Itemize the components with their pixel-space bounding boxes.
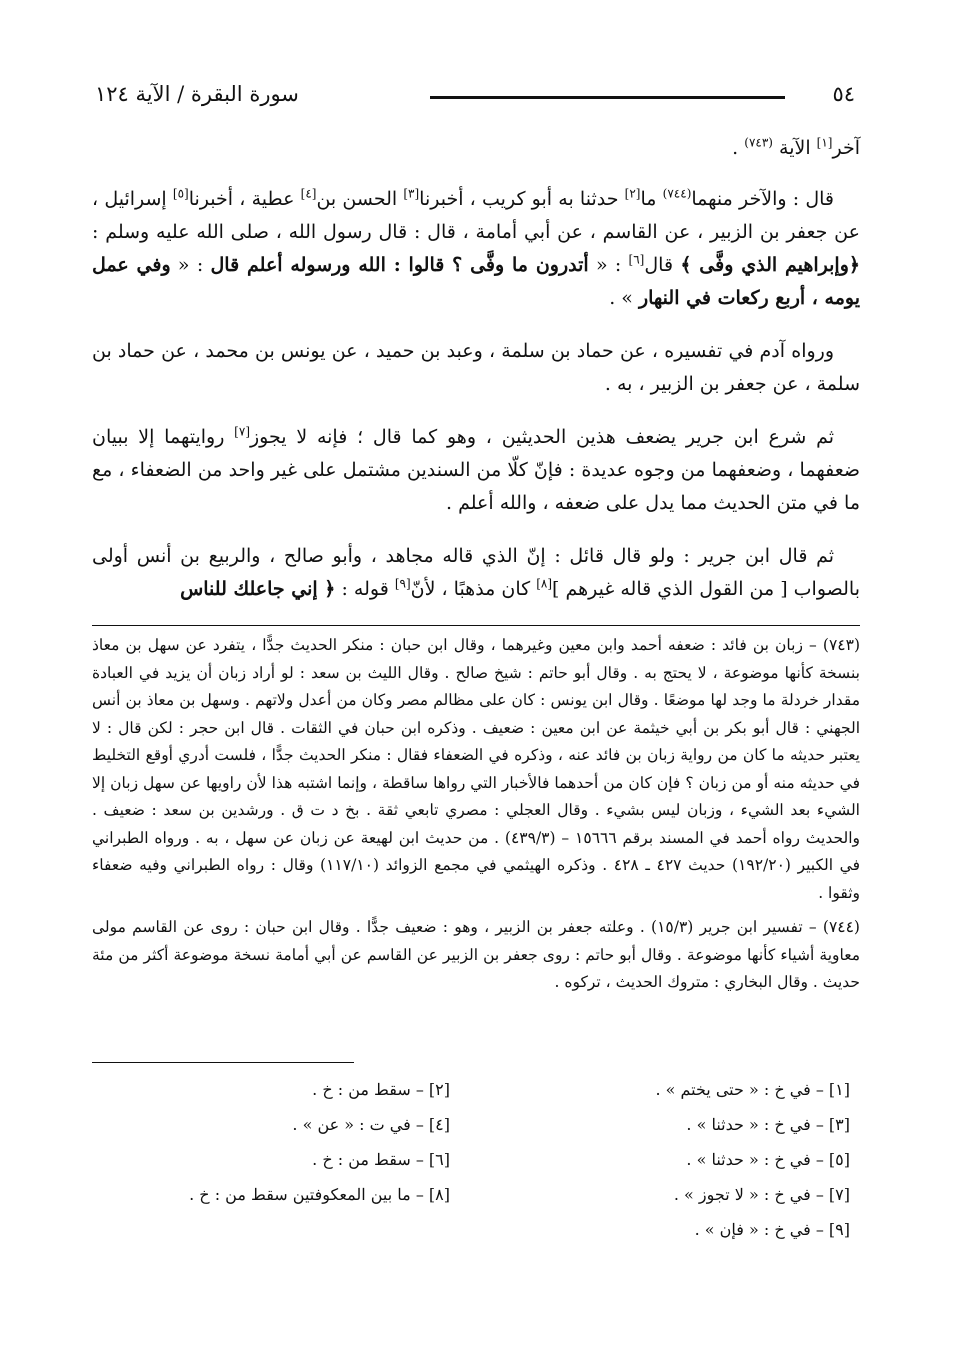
running-title: سورة البقرة / الآية ١٢٤ [95,82,299,106]
header-rule [430,96,785,99]
variant-3: [٣] – في خ : « حدثنا » . [686,1115,850,1134]
footnote-ref: [٤] [300,186,317,201]
hadith-bold: وفي عمل يومه ، أربع ركعات في النهار [92,254,860,309]
variant-8: [٨] – ما بين المعكوفتين سقط من : خ . [189,1185,450,1204]
main-text [92,132,860,626]
text-span: حدثنا به أبو كريب ، أخبرنا [419,188,625,210]
text-span: ثم شرع ابن جرير يضعف هذين الحديثين ، وهو كما قال ؛ فإنه لا يجوز [250,426,835,448]
footnote-ref: [١] [816,135,833,150]
variant-row [92,1080,860,1115]
text-span: الحسن بن [316,188,404,210]
variants-separator [92,1062,354,1063]
quran-verse: ﴿ إني جاعلك للناس [180,578,336,600]
variant-5: [٥] – في خ : « حدثنا » . [686,1150,850,1169]
text-span: قوله : [335,578,395,600]
variant-2: [٢] – سقط من : خ . [312,1080,450,1099]
note-743: (٧٤٣) – زبان بن فائد : ضعفه أحمد وابن معين وغيرهما ، وقال ابن حبان : منكر الحديث جدًّا ، يتفرد عن سهل بن معاذ بنسخة كأنها موضوعة ، لا يحتج به . وقال أبو حاتم : شيخ صالح . وقال الليث بن سعد : لو أراد زبان أن يزيد في العبادة مقدار خردلة ما وجد لها موضعًا . وقال ابن يونس : كان على مظالم مصر وكان من أعدل ولاتهم . وسهل بن معاذ بن أنس الجهني : قال أبو بكر بن أبي خيثمة عن ابن معين : ضعيف . وذكره ابن حبان في الثقات . قال ابن حجر : لكن قال : لا يعتبر حديثه ما كان من رواية زبان بن فائد عنه ، وذكره في الضعفاء فقال : منكر الحديث جدًّا ، فلست أدري أوقع التخليط في حديثه منه أو من زبان ؟ فإن كان من أحدهما فالأخبار التي رواها ساقطة ، وإنما اشتبه هذا لأن راويها عن سهل زبان إلا الشيء بعد الشيء ، وزبان ليس بشيء . وقال العجلي : مصري تابعي ثقة . بخ د ت ق . ورشدين بن سعد : ضعيف . والحديث رواه أحمد في المسند برقم ١٥٦٦٦ – (٤٣٩/٣) . من حديث ابن لهيعة عن زبان عن سهل ، به . ورواه الطبراني في الكبير (١٩٢/٢٠) حديث ٤٢٧ ـ ٤٢٨ . وذكره الهيثمي في مجمع الزوائد (١١٧/١٠) وقال : رواه الطبراني وفيه ضعفاء وثقوا . [92,636,861,902]
commentary-notes [92,632,860,1004]
footnote-ref: [٥] [172,186,189,201]
text-span: قال : والآخر منهما [691,188,834,210]
text-span: ثم قال ابن جرير : ولو قال قائل : إنّ الذي قاله مجاهد ، وأبو صالح ، والربيع بن أنس أولى بالصواب [ من القول الذي قاله غيرهم ] [92,545,860,600]
paragraph-3 [92,421,860,520]
text-span: إسرائيل ، عن جعفر بن الزبير ، عن القاسم ، عن أبي أمامة ، قال : قال رسول الله ، صلى الله عليه وسلم : [92,188,860,243]
paragraph-4 [92,540,860,606]
text-span: قال [644,254,681,276]
variant-4: [٤] – في ت : « عن » . [292,1115,450,1134]
hadith-bold: أتدرون ما وفَّى ؟ قالوا : الله ورسوله أعلم قال [210,254,589,276]
text-span: عطية ، أخبرنا [188,188,301,210]
paragraph-1 [92,183,860,315]
variant-6: [٦] – سقط من : خ . [312,1150,450,1169]
text-span: » . [609,287,639,309]
paragraph-2: ورواه آدم في تفسيره ، عن حماد بن سلمة ، وعبد بن حميد ، عن يونس بن محمد ، عن حماد بن سلمة ، عن جعفر بن الزبير ، به . [92,340,860,395]
footnote-ref: [٩] [394,576,411,591]
text-span: آخر [832,137,860,159]
text-span: الآية [772,137,817,159]
text-span: ما [640,188,663,210]
text-span: كان مذهبًا ، لأنّ [410,578,537,600]
note-744: (٧٤٤) – تفسير ابن جرير (١٥/٣) . وعلته جعفر بن الزبير ، وهو : ضعيف جدًّا . وقال ابن حبان : روى عن القاسم مولى معاوية أشياء كأنها موضوعة . وقال أبو حاتم : روى جعفر بن الزبير عن القاسم عن أبي أمامة نسخة موضوعة أكثر من مئة حديث . وقال البخاري : متروك الحديث ، تركوه . [92,918,860,991]
footnote-ref: [٢] [624,186,641,201]
variant-7: [٧] – في خ : « لا تجوز » . [673,1185,850,1204]
variant-row [92,1185,860,1220]
variant-row [92,1220,860,1255]
text-span: : « [170,254,211,276]
variant-9: [٩] – في خ : « فإن » . [694,1220,850,1239]
notes-separator [92,625,860,626]
footnote-ref: [٦] [628,252,645,267]
page-header [95,82,855,116]
text-span: . [732,137,745,159]
paragraph-0 [92,132,860,165]
footnote-ref: [٧] [234,424,250,439]
variant-1: [١] – في خ : « حتى يختم » . [655,1080,850,1099]
page-number: ٥٤ [832,82,855,106]
variant-row [92,1150,860,1185]
text-span: روايتهما إلا ببيان ضعفهما ، وضعفهما من وجوه عديدة : فإنّ كلّا من السندين مشتمل على غير واحد من الضعفاء ، مع ما في متن الحديث مما يدل على ضعفه ، والله أعلم . [92,426,860,514]
note-ref: (٧٤٣) [744,135,773,150]
note-ref: (٧٤٤) [662,186,692,201]
variant-row [92,1115,860,1150]
manuscript-variants [92,1080,860,1270]
footnote-ref: [٣] [403,186,420,201]
footnote-ref: [٨] [536,576,553,591]
text-span: : « [588,254,629,276]
quran-verse: ﴿وإبراهيم الذي وفَّى ﴾ [680,254,861,276]
